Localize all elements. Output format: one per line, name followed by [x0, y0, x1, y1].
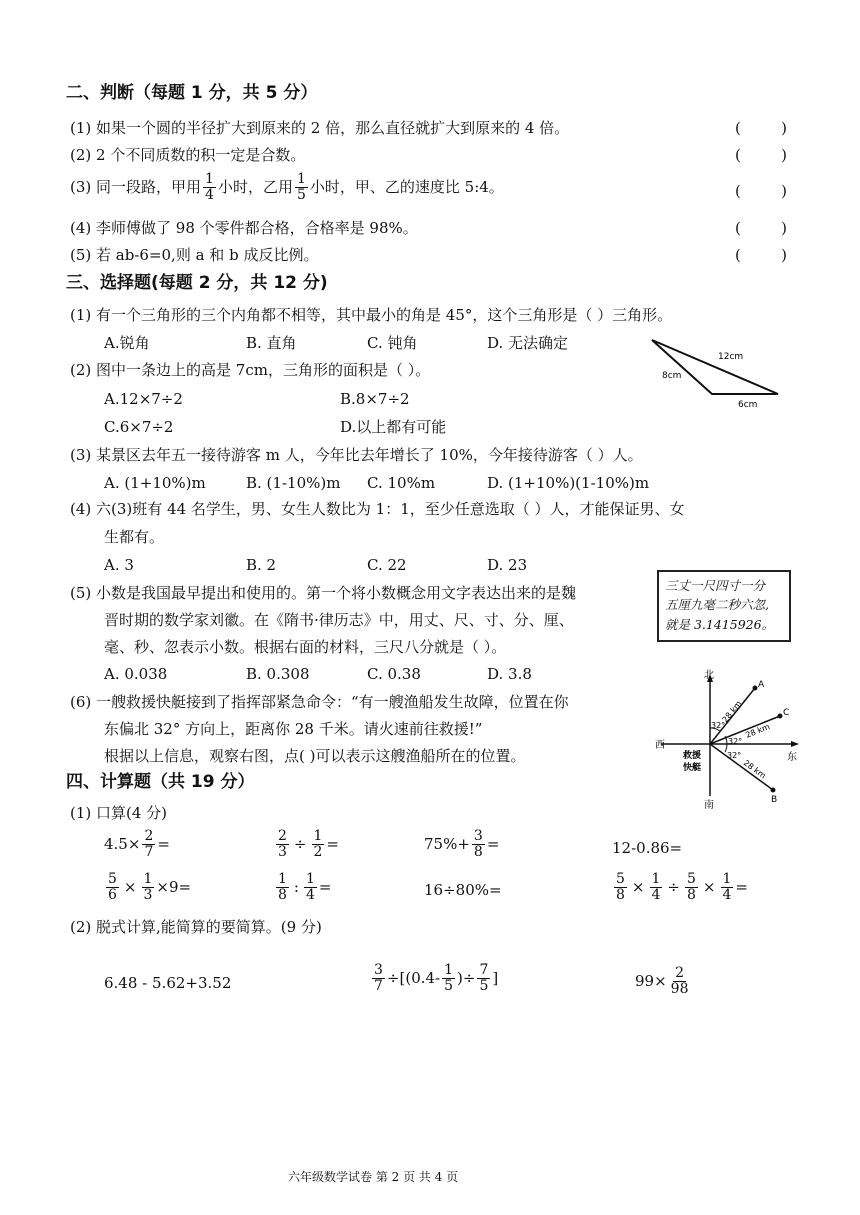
choice-q6-line1: (6) 一艘救援快艇接到了指挥部紧急命令：“有一艘渔船发生故障，位置在你 [70, 693, 569, 711]
distance-label: 28 km [741, 758, 768, 781]
option: C. 钝角 [367, 334, 418, 352]
triangle-side-label: 6cm [738, 400, 758, 410]
option: C. 0.38 [367, 665, 421, 683]
choice-q5-line3: 毫、秒、忽表示小数。根据右面的材料，三尺八分就是（ ）。 [104, 638, 507, 656]
oral-calc-item: $\frac{5}{6}$ × $\frac{1}{3}$ ×9= [108, 871, 192, 903]
answer-paren: ( ) [735, 146, 787, 164]
fraction: $\frac{1}{4}$ [305, 871, 315, 903]
fraction: $\frac{3}{7}$ [374, 962, 383, 994]
quote-line: 五厘九毫二秒六忽, [665, 597, 769, 613]
fraction: $\frac{1}{4}$ [205, 171, 214, 203]
option: A. (1+10%)m [104, 474, 206, 492]
oral-calc-item: 4.5× $\frac{2}{7}$ = [104, 828, 170, 860]
fraction: $\frac{1}{4}$ [651, 871, 661, 903]
choice-q6-line3: 根据以上信息，观察右图，点( )可以表示这艘渔船所在的位置。 [104, 747, 526, 765]
compass-diagram [655, 668, 805, 810]
choice-q3: (3) 某景区去年五一接待游客 m 人，今年比去年增长了 10%，今年接待游客（ ）人。 [70, 446, 643, 464]
option: A.锐角 [104, 334, 150, 352]
stepwise-expr-2: $\frac{3}{7}$ ÷[(0.4- $\frac{1}{5}$ )÷ $\frac{7}{5}$ ] [374, 962, 499, 994]
option: B. 2 [246, 556, 277, 574]
answer-paren: ( ) [735, 246, 787, 264]
oral-calc-item: 12-0.86= [612, 839, 683, 857]
fraction: $\frac{5}{8}$ [687, 871, 696, 903]
angle-label: 32° [728, 737, 743, 746]
judge-q2: (2) 2 个不同质数的积一定是合数。 [70, 146, 306, 164]
choice-q4-line1: (4) 六(3)班有 44 名学生，男、女生人数比为 1：1，至少任意选取（ ）人，才能保证男、女 [70, 500, 685, 518]
fraction: $\frac{5}{8}$ [616, 871, 625, 903]
distance-label: 28 km [744, 722, 772, 740]
fraction: $\frac{1}{4}$ [722, 871, 732, 903]
oral-calc-heading: (1) 口算(4 分) [70, 804, 168, 822]
stepwise-calc-heading: (2) 脱式计算,能简算的要简算。(9 分) [70, 918, 322, 936]
section-3-title: 三、选择题(每题 2 分，共 12 分) [66, 273, 328, 293]
fraction: $\frac{2}{7}$ [144, 828, 154, 860]
choice-q6-line2: 东偏北 32° 方向上，距离你 28 千米。请火速前往救援!” [104, 720, 483, 738]
stepwise-expr-3: 99× $\frac{2}{98}$ [635, 965, 689, 997]
point-label: C [783, 708, 790, 718]
option: B.8×7÷2 [340, 390, 410, 408]
judge-q5: (5) 若 ab-6=0,则 a 和 b 成反比例。 [70, 246, 319, 264]
triangle-figure [640, 330, 790, 412]
choice-q1: (1) 有一个三角形的三个内角都不相等，其中最小的角是 45°，这个三角形是（ ）三角形。 [70, 306, 673, 324]
fraction: $\frac{5}{6}$ [108, 871, 117, 903]
option: D. 3.8 [487, 665, 532, 683]
page-footer: 六年级数学试卷 第 2 页 共 4 页 [288, 1170, 459, 1184]
distance-label: 28 km [720, 699, 744, 725]
oral-calc-item: $\frac{2}{3}$ ÷ $\frac{1}{2}$ = [278, 828, 339, 860]
fraction: $\frac{1}{2}$ [313, 828, 323, 860]
judge-q3: (3) 同一段路，甲用 $\frac{1}{4}$ 小时，乙用 $\frac{1}{5}$ 小时，甲、乙的速度比 5:4。 [70, 171, 504, 203]
option: A. 0.038 [104, 665, 168, 683]
section-2-title: 二、判断（每题 1 分，共 5 分） [66, 83, 318, 103]
stepwise-expr-1: 6.48 - 5.62+3.52 [104, 974, 232, 992]
option: B. 直角 [246, 334, 297, 352]
fraction: $\frac{1}{5}$ [444, 962, 454, 994]
choice-q4-line2: 生都有。 [104, 528, 165, 546]
triangle-side-label: 8cm [662, 371, 682, 381]
choice-q2: (2) 图中一条边上的高是 7cm，三角形的面积是（ ）。 [70, 361, 431, 379]
oral-calc-item: 75%+ $\frac{3}{8}$ = [424, 828, 500, 860]
fraction: $\frac{1}{3}$ [143, 871, 153, 903]
option: D. 23 [487, 556, 528, 574]
answer-paren: ( ) [735, 182, 787, 200]
history-quote-box [657, 570, 791, 642]
quote-line: 三丈一尺四寸一分 [665, 578, 766, 593]
point-label: A [758, 680, 765, 690]
boat-label: 救援 [683, 751, 702, 761]
option: A. 3 [104, 556, 134, 574]
fraction: $\frac{3}{8}$ [473, 828, 483, 860]
judge-q4: (4) 李师傅做了 98 个零件都合格，合格率是 98%。 [70, 219, 418, 237]
answer-paren: ( ) [735, 219, 787, 237]
fraction: $\frac{1}{5}$ [296, 171, 306, 203]
option: C. 22 [367, 556, 407, 574]
north-label: 北 [704, 670, 714, 681]
boat-label: 快艇 [683, 763, 702, 773]
judge-q1: (1) 如果一个圆的半径扩大到原来的 2 倍，那么直径就扩大到原来的 4 倍。 [70, 119, 570, 137]
option: C.6×7÷2 [104, 418, 174, 436]
fraction: $\frac{2}{3}$ [278, 828, 287, 860]
option: B. (1-10%)m [246, 474, 341, 492]
choice-q5-line2: 晋时期的数学家刘徽。在《隋书·律历志》中，用丈、尺、寸、分、厘、 [104, 611, 574, 629]
west-label: 西 [655, 740, 665, 751]
fraction: $\frac{7}{5}$ [479, 962, 489, 994]
choice-q5-line1: (5) 小数是我国最早提出和使用的。第一个将小数概念用文字表达出来的是魏 [70, 584, 577, 602]
option: A.12×7÷2 [104, 390, 183, 408]
option: D. (1+10%)(1-10%)m [487, 474, 650, 492]
oral-calc-item: 16÷80%= [424, 881, 502, 899]
angle-label: 32° [727, 751, 742, 760]
south-label: 南 [704, 800, 714, 810]
option: D.以上都有可能 [340, 418, 447, 436]
oral-calc-item: $\frac{5}{8}$ × $\frac{1}{4}$ ÷ $\frac{5}{8}$ × $\frac{1}{4}$ = [616, 871, 748, 903]
oral-calc-item: $\frac{1}{8}$ : $\frac{1}{4}$ = [278, 871, 332, 903]
option: B. 0.308 [246, 665, 310, 683]
fraction: $\frac{2}{98}$ [670, 965, 689, 997]
quote-line: 就是 3.1415926。 [665, 616, 775, 632]
angle-label: 32° [711, 721, 726, 730]
fraction: $\frac{1}{8}$ [278, 871, 287, 903]
point-label: B [771, 795, 778, 805]
section-4-title: 四、计算题（共 19 分） [66, 772, 255, 792]
answer-paren: ( ) [735, 119, 787, 137]
option: C. 10%m [367, 474, 436, 492]
option: D. 无法确定 [487, 334, 569, 352]
east-label: 东 [787, 752, 797, 763]
triangle-side-label: 12cm [718, 352, 744, 362]
